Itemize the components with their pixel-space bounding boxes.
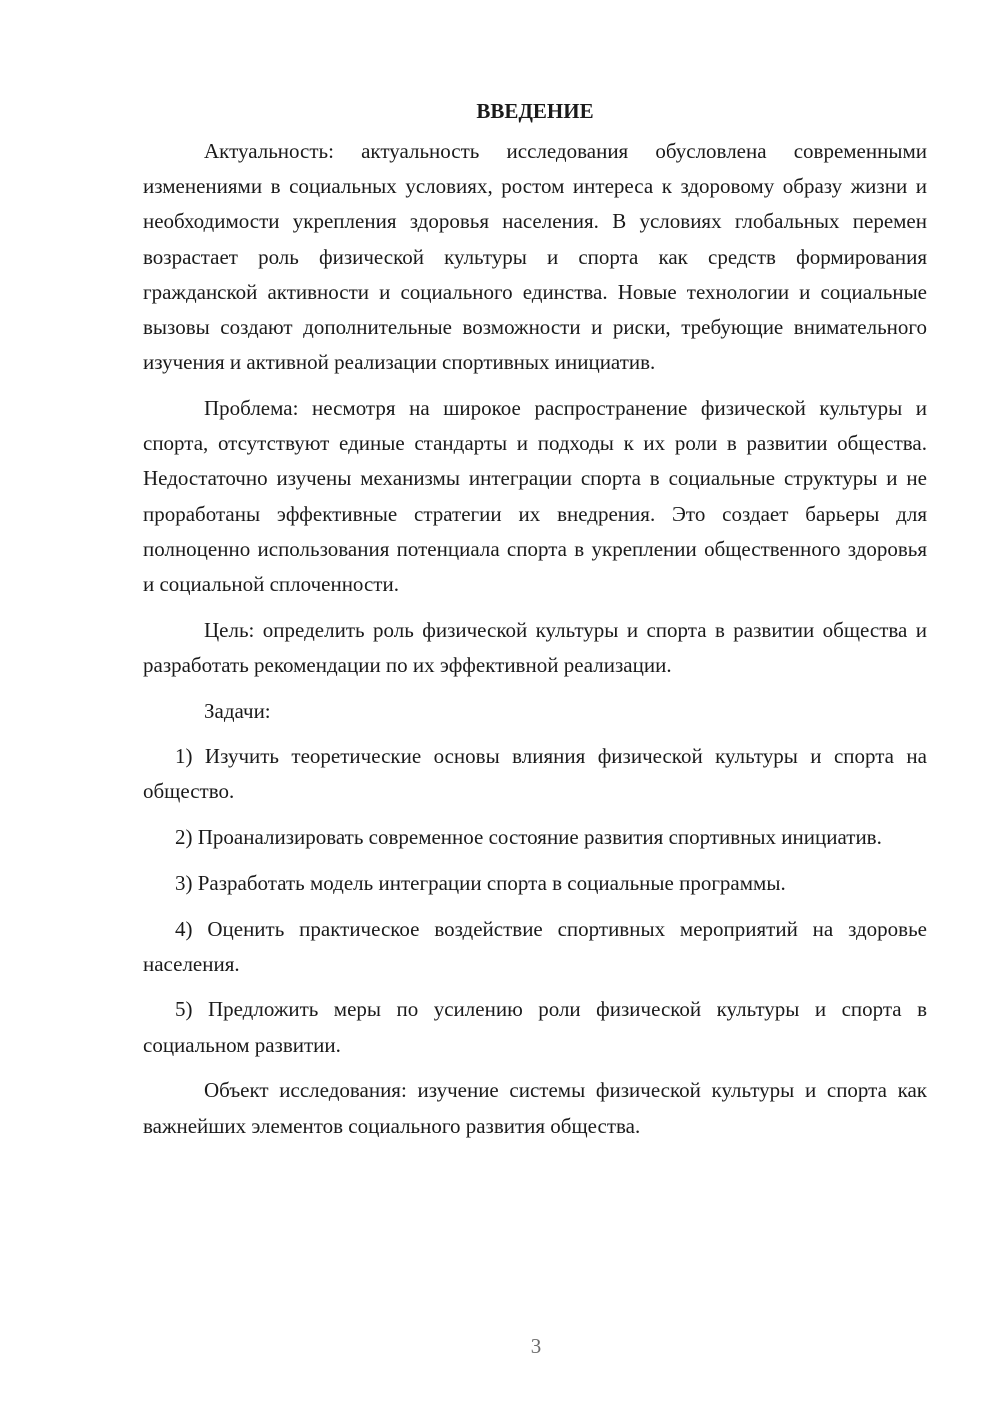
task-item-1: 1) Изучить теоретические основы влияния физической культуры и спорта на общество. xyxy=(143,744,927,804)
paragraph-object: Объект исследования: изучение системы физической культуры и спорта как важнейших элементов социального развития общества. xyxy=(143,1078,927,1138)
page-title: ВВЕДЕНИЕ xyxy=(476,99,594,123)
task-item-2: 2) Проанализировать современное состояние развития спортивных инициатив. xyxy=(175,825,882,850)
tasks-label: Задачи: xyxy=(204,698,271,723)
page-number: 3 xyxy=(530,1334,542,1358)
page-content xyxy=(143,96,927,1154)
paragraph-problem: Проблема: несмотря на широкое распространение физической культуры и спорта, отсутствуют единые стандарты и подходы к их роли в развитии общества. Недостаточно изучены механизмы интеграции спорта в социальные структуры и не проработаны эффективные стратегии их внедрения. Это создает барьеры для полноценно использования потенциала спорта в укреплении общественного здоровья и социальной сплоченности. xyxy=(143,395,927,596)
paragraph-goal: Цель: определить роль физической культуры и спорта в развитии общества и разработать рекомендации по их эффективной реализации. xyxy=(143,617,927,677)
task-item-4: 4) Оценить практическое воздействие спортивных мероприятий на здоровье населения. xyxy=(143,916,927,976)
paragraph-relevance: Актуальность: актуальность исследования обусловлена современными изменениями в социальных условиях, ростом интереса к здоровому образу жизни и необходимости укрепления здоровья населения. В условиях глобальных перемен возрастает роль физической культуры и спорта как средств формирования гражданской активности и социального единства. Новые технологии и социальные вызовы создают дополнительные возможности и риски, требующие внимательного изучения и активной реализации спортивных инициатив. xyxy=(143,139,927,375)
task-item-5: 5) Предложить меры по усилению роли физической культуры и спорта в социальном развитии. xyxy=(143,997,927,1057)
task-item-3: 3) Разработать модель интеграции спорта в социальные программы. xyxy=(175,870,786,895)
